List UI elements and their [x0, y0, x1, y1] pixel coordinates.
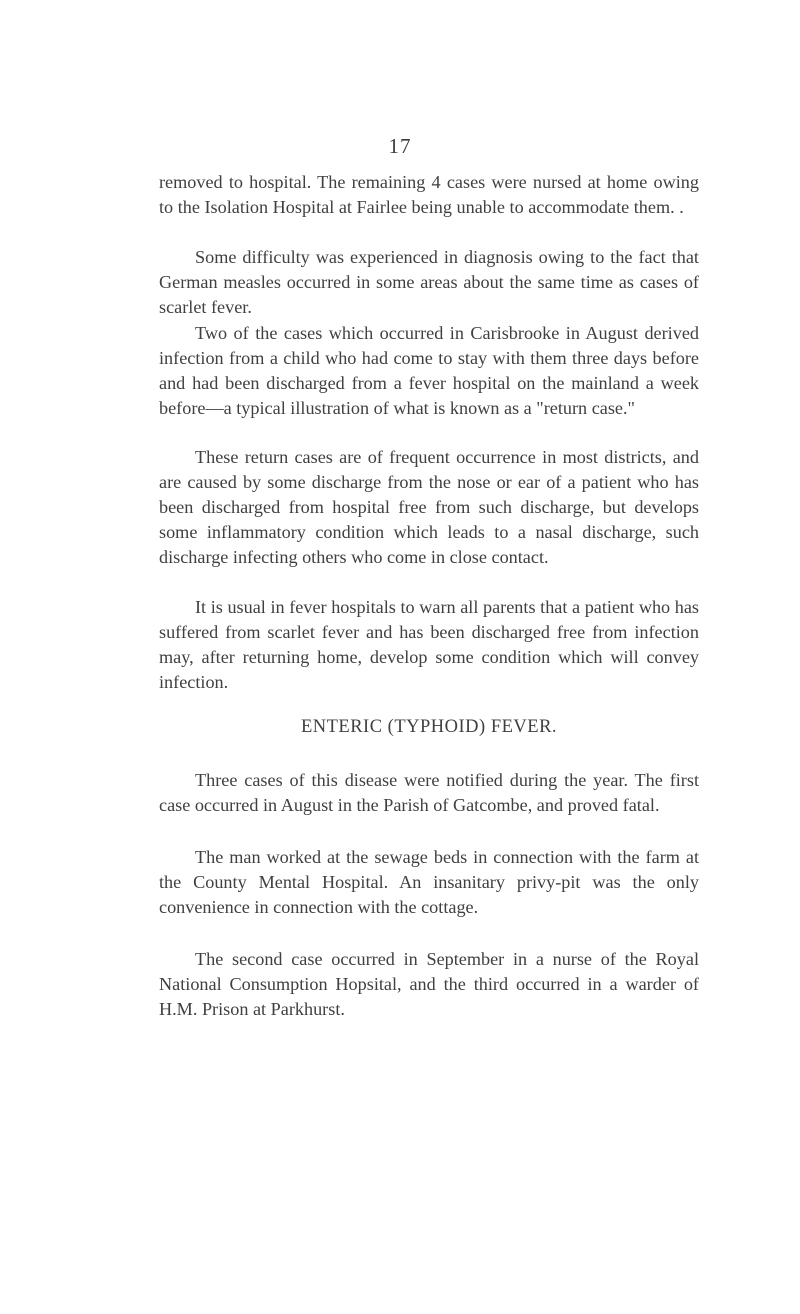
paragraph: [159, 947, 699, 1022]
paragraph-text: The man worked at the sewage beds in connection with the farm at the County Mental Hospital. An insanitary privy-pit was the only convenience in connection with the cottage.: [159, 847, 699, 917]
paragraph: [159, 845, 699, 920]
paragraph: [159, 768, 699, 818]
page-number: 17: [388, 134, 412, 158]
paragraph: [159, 321, 699, 421]
paragraph: [159, 595, 699, 695]
paragraph: [159, 445, 699, 570]
section-heading: ENTERIC (TYPHOID) FEVER.: [300, 717, 558, 737]
paragraph-text: These return cases are of frequent occurrence in most districts, and are caused by some discharge from the nose or ear of a patient who has been discharged from hospital free from such discharge, but develops some inflammatory condition which leads to a nasal discharge, such discharge infecting others who come in close contact.: [159, 447, 699, 567]
paragraph-text: Three cases of this disease were notified during the year. The first case occurred in August in the Parish of Gatcombe, and proved fatal.: [159, 770, 699, 815]
paragraph-text: removed to hospital. The remaining 4 cases were nursed at home owing to the Isolation Hospital at Fairlee being unable to accommodate them. .: [159, 172, 699, 217]
paragraph: [159, 170, 699, 220]
paragraph-text: It is usual in fever hospitals to warn all parents that a patient who has suffered from scarlet fever and has been discharged free from infection may, after returning home, develop some condition which will convey infection.: [159, 597, 699, 692]
paragraph: [159, 245, 699, 320]
paragraph-text: Two of the cases which occurred in Carisbrooke in August derived infection from a child who had come to stay with them three days before and had been discharged from a fever hospital on the mainland a week before—a typical illustration of what is known as a "return case.": [159, 323, 699, 418]
paragraph-text: The second case occurred in September in a nurse of the Royal National Consumption Hopsital, and the third occurred in a warder of H.M. Prison at Parkhurst.: [159, 949, 699, 1019]
paragraph-text: Some difficulty was experienced in diagnosis owing to the fact that German measles occurred in some areas about the same time as cases of scarlet fever.: [159, 247, 699, 317]
